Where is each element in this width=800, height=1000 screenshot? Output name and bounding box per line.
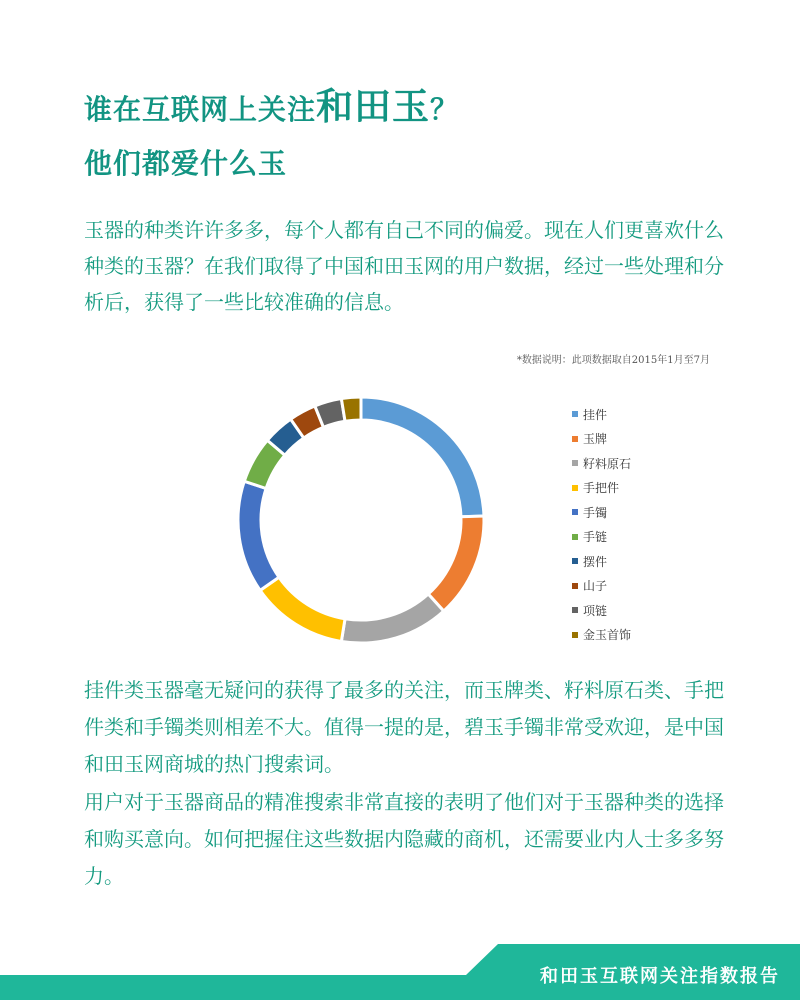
- donut-slice-4: [260, 577, 345, 641]
- intro-paragraph: 玉器的种类许许多多，每个人都有自己不同的偏爱。现在人们更喜欢什么种类的玉器？在我们取得了中国和田玉网的用户数据，经过一些处理和分析后，获得了一些比较准确的信息。: [84, 218, 724, 314]
- legend-swatch: [572, 534, 578, 540]
- donut-slice-1: [361, 397, 484, 517]
- legend-item: [572, 623, 631, 648]
- legend-label: 摆件: [583, 554, 608, 569]
- analysis-paragraph-2: 用户对于玉器商品的精准搜索非常直接的表明了他们对于玉器种类的选择和购买意向。如何把握住这些数据内隐藏的商机，还需要业内人士多多努力。: [84, 790, 724, 888]
- legend-label: 籽料原石: [583, 456, 632, 471]
- legend-item: [572, 476, 631, 501]
- title-highlight: 和田玉: [316, 85, 431, 128]
- legend-swatch: [572, 583, 578, 589]
- legend-label: 挂件: [583, 407, 608, 422]
- title-suffix: ？: [430, 93, 460, 126]
- donut-slice-2: [428, 516, 484, 611]
- footer-title: 和田玉互联网关注指数报告: [540, 966, 780, 987]
- legend-item: [572, 549, 631, 574]
- donut-slice-5: [238, 481, 279, 590]
- legend-item: [572, 574, 631, 599]
- legend-swatch: [572, 485, 578, 491]
- donut-slice-3: [341, 594, 443, 643]
- legend-label: 山子: [583, 579, 608, 594]
- legend-item: [572, 451, 631, 476]
- legend-item: [572, 500, 631, 525]
- legend-swatch: [572, 436, 578, 442]
- data-note: *数据说明：此项数据取自2015年1月至7月: [516, 355, 710, 366]
- legend-item: [572, 525, 631, 550]
- page-subtitle: 他们都爱什么玉: [84, 147, 288, 180]
- legend-label: 金玉首饰: [583, 628, 632, 643]
- legend-swatch: [572, 558, 578, 564]
- title-prefix: 谁在互联网上关注: [84, 93, 317, 126]
- legend-item: [572, 402, 631, 427]
- legend-swatch: [572, 460, 578, 466]
- legend-item: [572, 598, 631, 623]
- legend-label: 项链: [583, 603, 608, 618]
- legend-swatch: [572, 411, 578, 417]
- analysis-paragraph-1: 挂件类玉器毫无疑问的获得了最多的关注，而玉牌类、籽料原石类、手把件类和手镯类则相差不大。值得一提的是，碧玉手镯非常受欢迎，是中国和田玉网商城的热门搜索词。: [84, 678, 724, 776]
- legend-item: [572, 427, 631, 452]
- legend-label: 玉牌: [583, 432, 608, 447]
- legend-swatch: [572, 632, 578, 638]
- legend-label: 手镯: [583, 505, 608, 520]
- donut-slice-10: [341, 397, 361, 421]
- legend-swatch: [572, 607, 578, 613]
- legend-label: 手把件: [583, 481, 620, 496]
- legend-label: 手链: [583, 530, 608, 545]
- legend-swatch: [572, 509, 578, 515]
- chart-legend: [572, 402, 631, 647]
